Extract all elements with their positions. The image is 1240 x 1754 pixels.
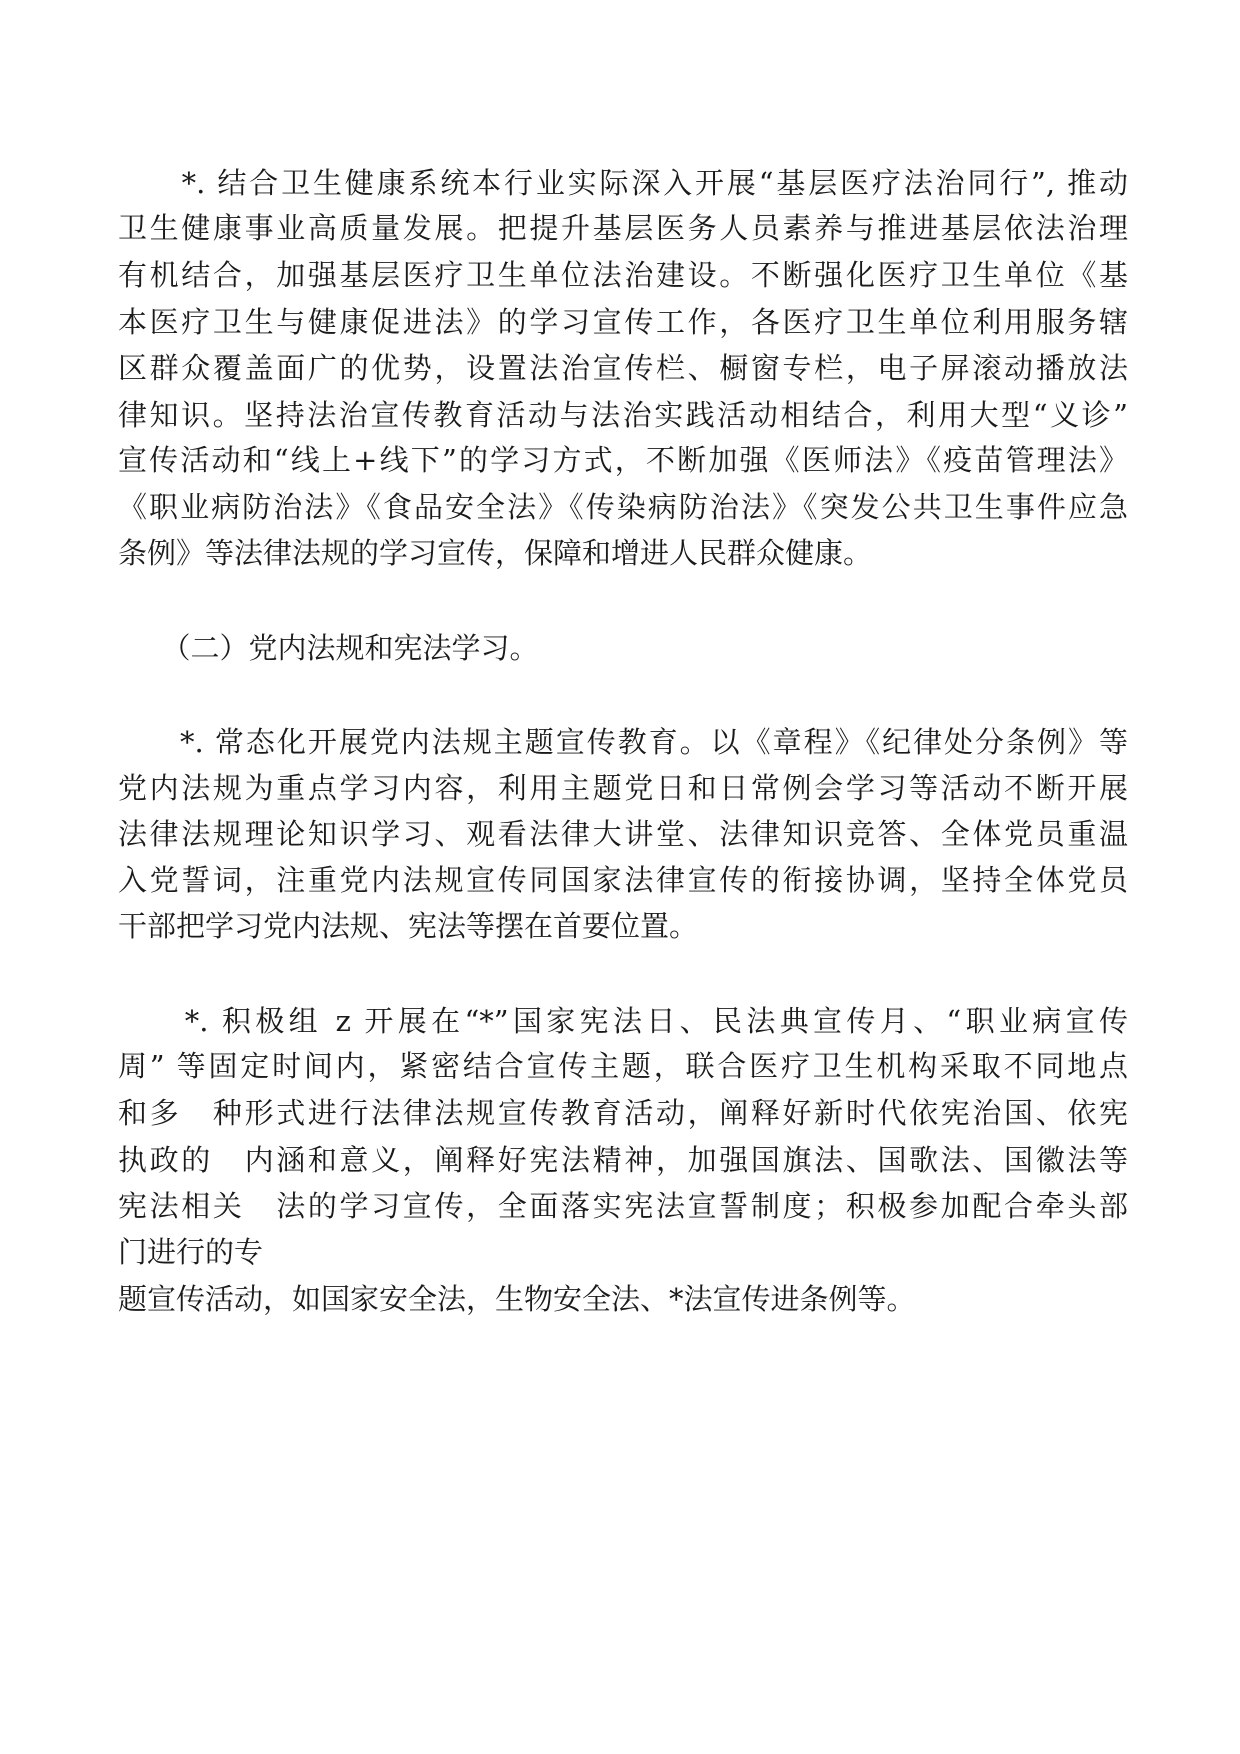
text-line: *. 常态化开展党内法规主题宣传教育。以《章程》《纪律处分条例》等 bbox=[118, 725, 1128, 759]
text-line: 律知识。坚持法治宣传教育活动与法治实践活动相结合，利用大型“义诊” bbox=[118, 398, 1128, 432]
section-heading: （二）党内法规和宪法学习。 bbox=[118, 631, 539, 665]
text-line: 有机结合，加强基层医疗卫生单位法治建设。不断强化医疗卫生单位《基 bbox=[118, 258, 1128, 292]
text-line: 和多 种形式进行法律法规宣传教育活动，阐释好新时代依宪治国、依宪 bbox=[118, 1096, 1128, 1130]
text-line: 条例》等法律法规的学习宣传，保障和增进人民群众健康。 bbox=[118, 536, 873, 570]
text-line: 执政的 内涵和意义，阐释好宪法精神，加强国旗法、国歌法、国徽法等 bbox=[118, 1143, 1128, 1177]
text-line: 周” 等固定时间内，紧密结合宣传主题，联合医疗卫生机构采取不同地点 bbox=[118, 1049, 1128, 1083]
text-line: 本医疗卫生与健康促进法》的学习宣传工作，各医疗卫生单位利用服务辖 bbox=[118, 305, 1128, 339]
text-line: 宪法相关 法的学习宣传，全面落实宪法宣誓制度；积极参加配合牵头部 bbox=[118, 1189, 1128, 1223]
text-line: 卫生健康事业高质量发展。把提升基层医务人员素养与推进基层依法治理 bbox=[118, 211, 1128, 245]
text-line: 宣传活动和“线上+线下”的学习方式，不断加强《医师法》《疫苗管理法》 bbox=[118, 443, 1128, 477]
text-line: 《职业病防治法》《食品安全法》《传染病防治法》《突发公共卫生事件应急 bbox=[118, 490, 1128, 524]
text-line: 题宣传活动，如国家安全法，生物安全法、*法宣传进条例等。 bbox=[118, 1282, 916, 1316]
text-line: 门进行的专 bbox=[118, 1235, 264, 1269]
text-line: 党内法规为重点学习内容，利用主题党日和日常例会学习等活动不断开展 bbox=[118, 771, 1128, 805]
text-line: 入党誓词，注重党内法规宣传同国家法律宣传的衔接协调，坚持全体党员 bbox=[118, 863, 1128, 897]
text-line: *. 结合卫生健康系统本行业实际深入开展“基层医疗法治同行”, 推动 bbox=[118, 166, 1128, 200]
text-line: 干部把学习党内法规、宪法等摆在首要位置。 bbox=[118, 909, 699, 943]
text-line: 法律法规理论知识学习、观看法律大讲堂、法律知识竞答、全体党员重温 bbox=[118, 817, 1128, 851]
text-line: *. 积极组 z 开展在“*”国家宪法日、民法典宣传月、“职业病宣传 bbox=[118, 1004, 1128, 1038]
text-line: 区群众覆盖面广的优势，设置法治宣传栏、橱窗专栏，电子屏滚动播放法 bbox=[118, 351, 1128, 385]
